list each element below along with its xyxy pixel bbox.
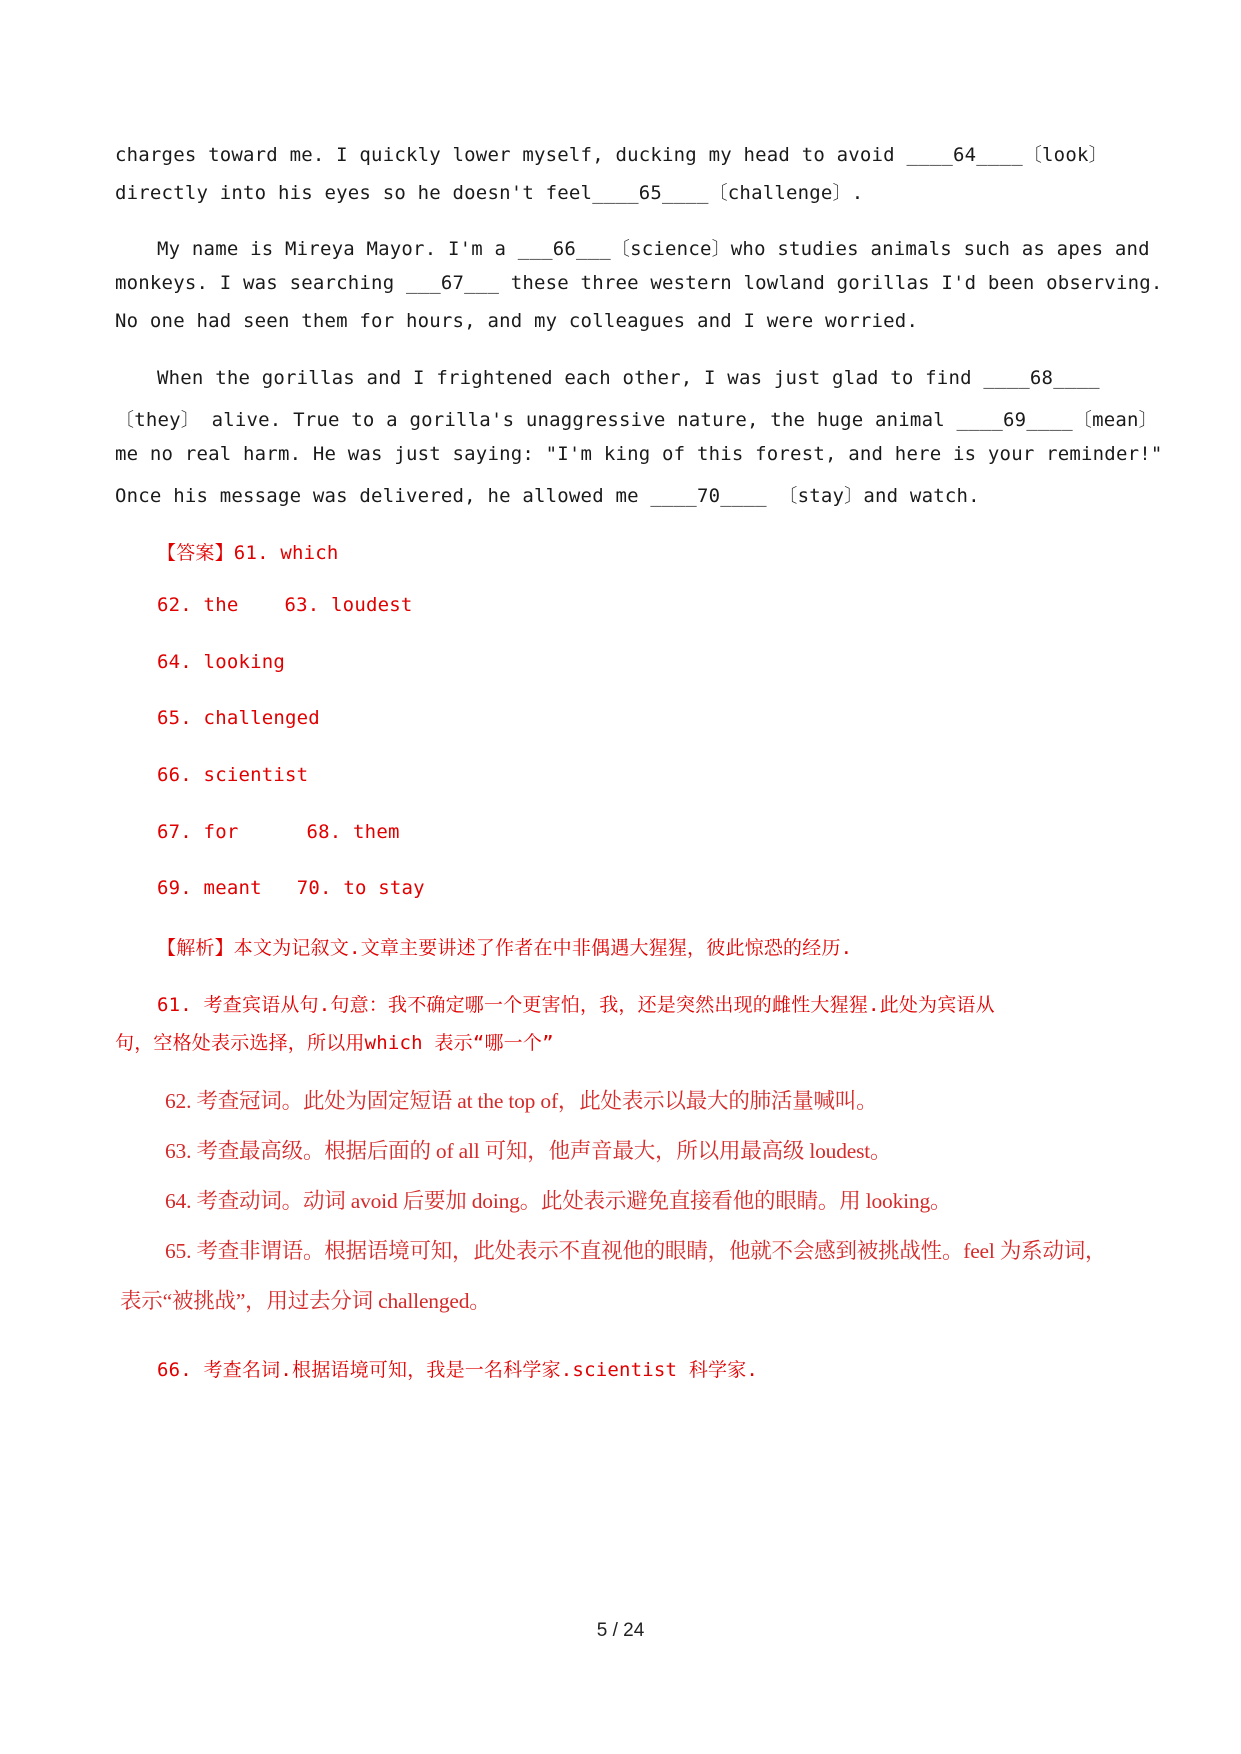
passage-line: directly into his eyes so he doesn't feel____65____〔challenge〕. (115, 182, 864, 204)
passage-line: When the gorillas and I frightened each other, I was just glad to find ____68____ (157, 367, 1100, 389)
passage-line: No one had seen them for hours, and my colleagues and I were worried. (115, 310, 919, 332)
passage-line: My name is Mireya Mayor. I'm a ___66___〔science〕who studies animals such as apes and (157, 238, 1150, 260)
passage-line: 〔they〕 alive. True to a gorilla's unaggressive nature, the huge animal ____69____〔mean〕 (115, 409, 1158, 431)
analysis-64: 64. 考查动词。动词 avoid 后要加 doing。此处表示避免直接看他的眼睛。用 looking。 (165, 1189, 952, 1213)
answer-66: 66. scientist (157, 764, 309, 786)
passage-line: monkeys. I was searching ___67___ these three western lowland gorillas I'd been observing. (115, 272, 1163, 294)
analysis-61-line: 句，空格处表示选择，所以用which 表示“哪一个” (115, 1032, 554, 1054)
answer-62: 62. the (157, 594, 239, 616)
answer-row (157, 877, 425, 899)
answer-row (157, 821, 400, 843)
page-number: 5 / 24 (596, 1620, 645, 1641)
answer-67: 67. for (157, 821, 239, 843)
answer-63: 63. loudest (284, 594, 413, 616)
passage-line: Once his message was delivered, he allowed me ____70____ 〔stay〕and watch. (115, 485, 980, 507)
analysis-65-line: 表示“被挑战”，用过去分词 challenged。 (120, 1289, 491, 1313)
answer-68: 68. them (306, 821, 400, 843)
analysis-62: 62. 考查冠词。此处为固定短语 at the top of，此处表示以最大的肺活量喊叫。 (165, 1089, 878, 1113)
analysis-61-line: 61. 考查宾语从句.句意：我不确定哪一个更害怕，我，还是突然出现的雌性大猩猩.此处为宾语从 (157, 994, 995, 1016)
analysis-header: 【解析】本文为记叙文.文章主要讲述了作者在中非偶遇大猩猩，彼此惊恐的经历. (157, 937, 853, 959)
answer-65: 65. challenged (157, 707, 320, 729)
analysis-63: 63. 考查最高级。根据后面的 of all 可知，他声音最大，所以用最高级 loudest。 (165, 1139, 892, 1163)
passage-line: me no real harm. He was just saying: "I'm king of this forest, and here is your reminder!" (115, 443, 1163, 465)
answer-row (157, 594, 413, 616)
answer-70: 70. to stay (296, 877, 425, 899)
answer-69: 69. meant (157, 877, 262, 899)
analysis-66: 66. 考查名词.根据语境可知，我是一名科学家.scientist 科学家. (157, 1359, 759, 1381)
answer-header: 【答案】61. which (157, 542, 339, 564)
analysis-65-line: 65. 考查非谓语。根据语境可知，此处表示不直视他的眼睛，他就不会感到被挑战性。feel 为系动词， (165, 1239, 1107, 1263)
answer-64: 64. looking (157, 651, 286, 673)
passage-line: charges toward me. I quickly lower myself, ducking my head to avoid ____64____〔look〕 (115, 144, 1108, 166)
